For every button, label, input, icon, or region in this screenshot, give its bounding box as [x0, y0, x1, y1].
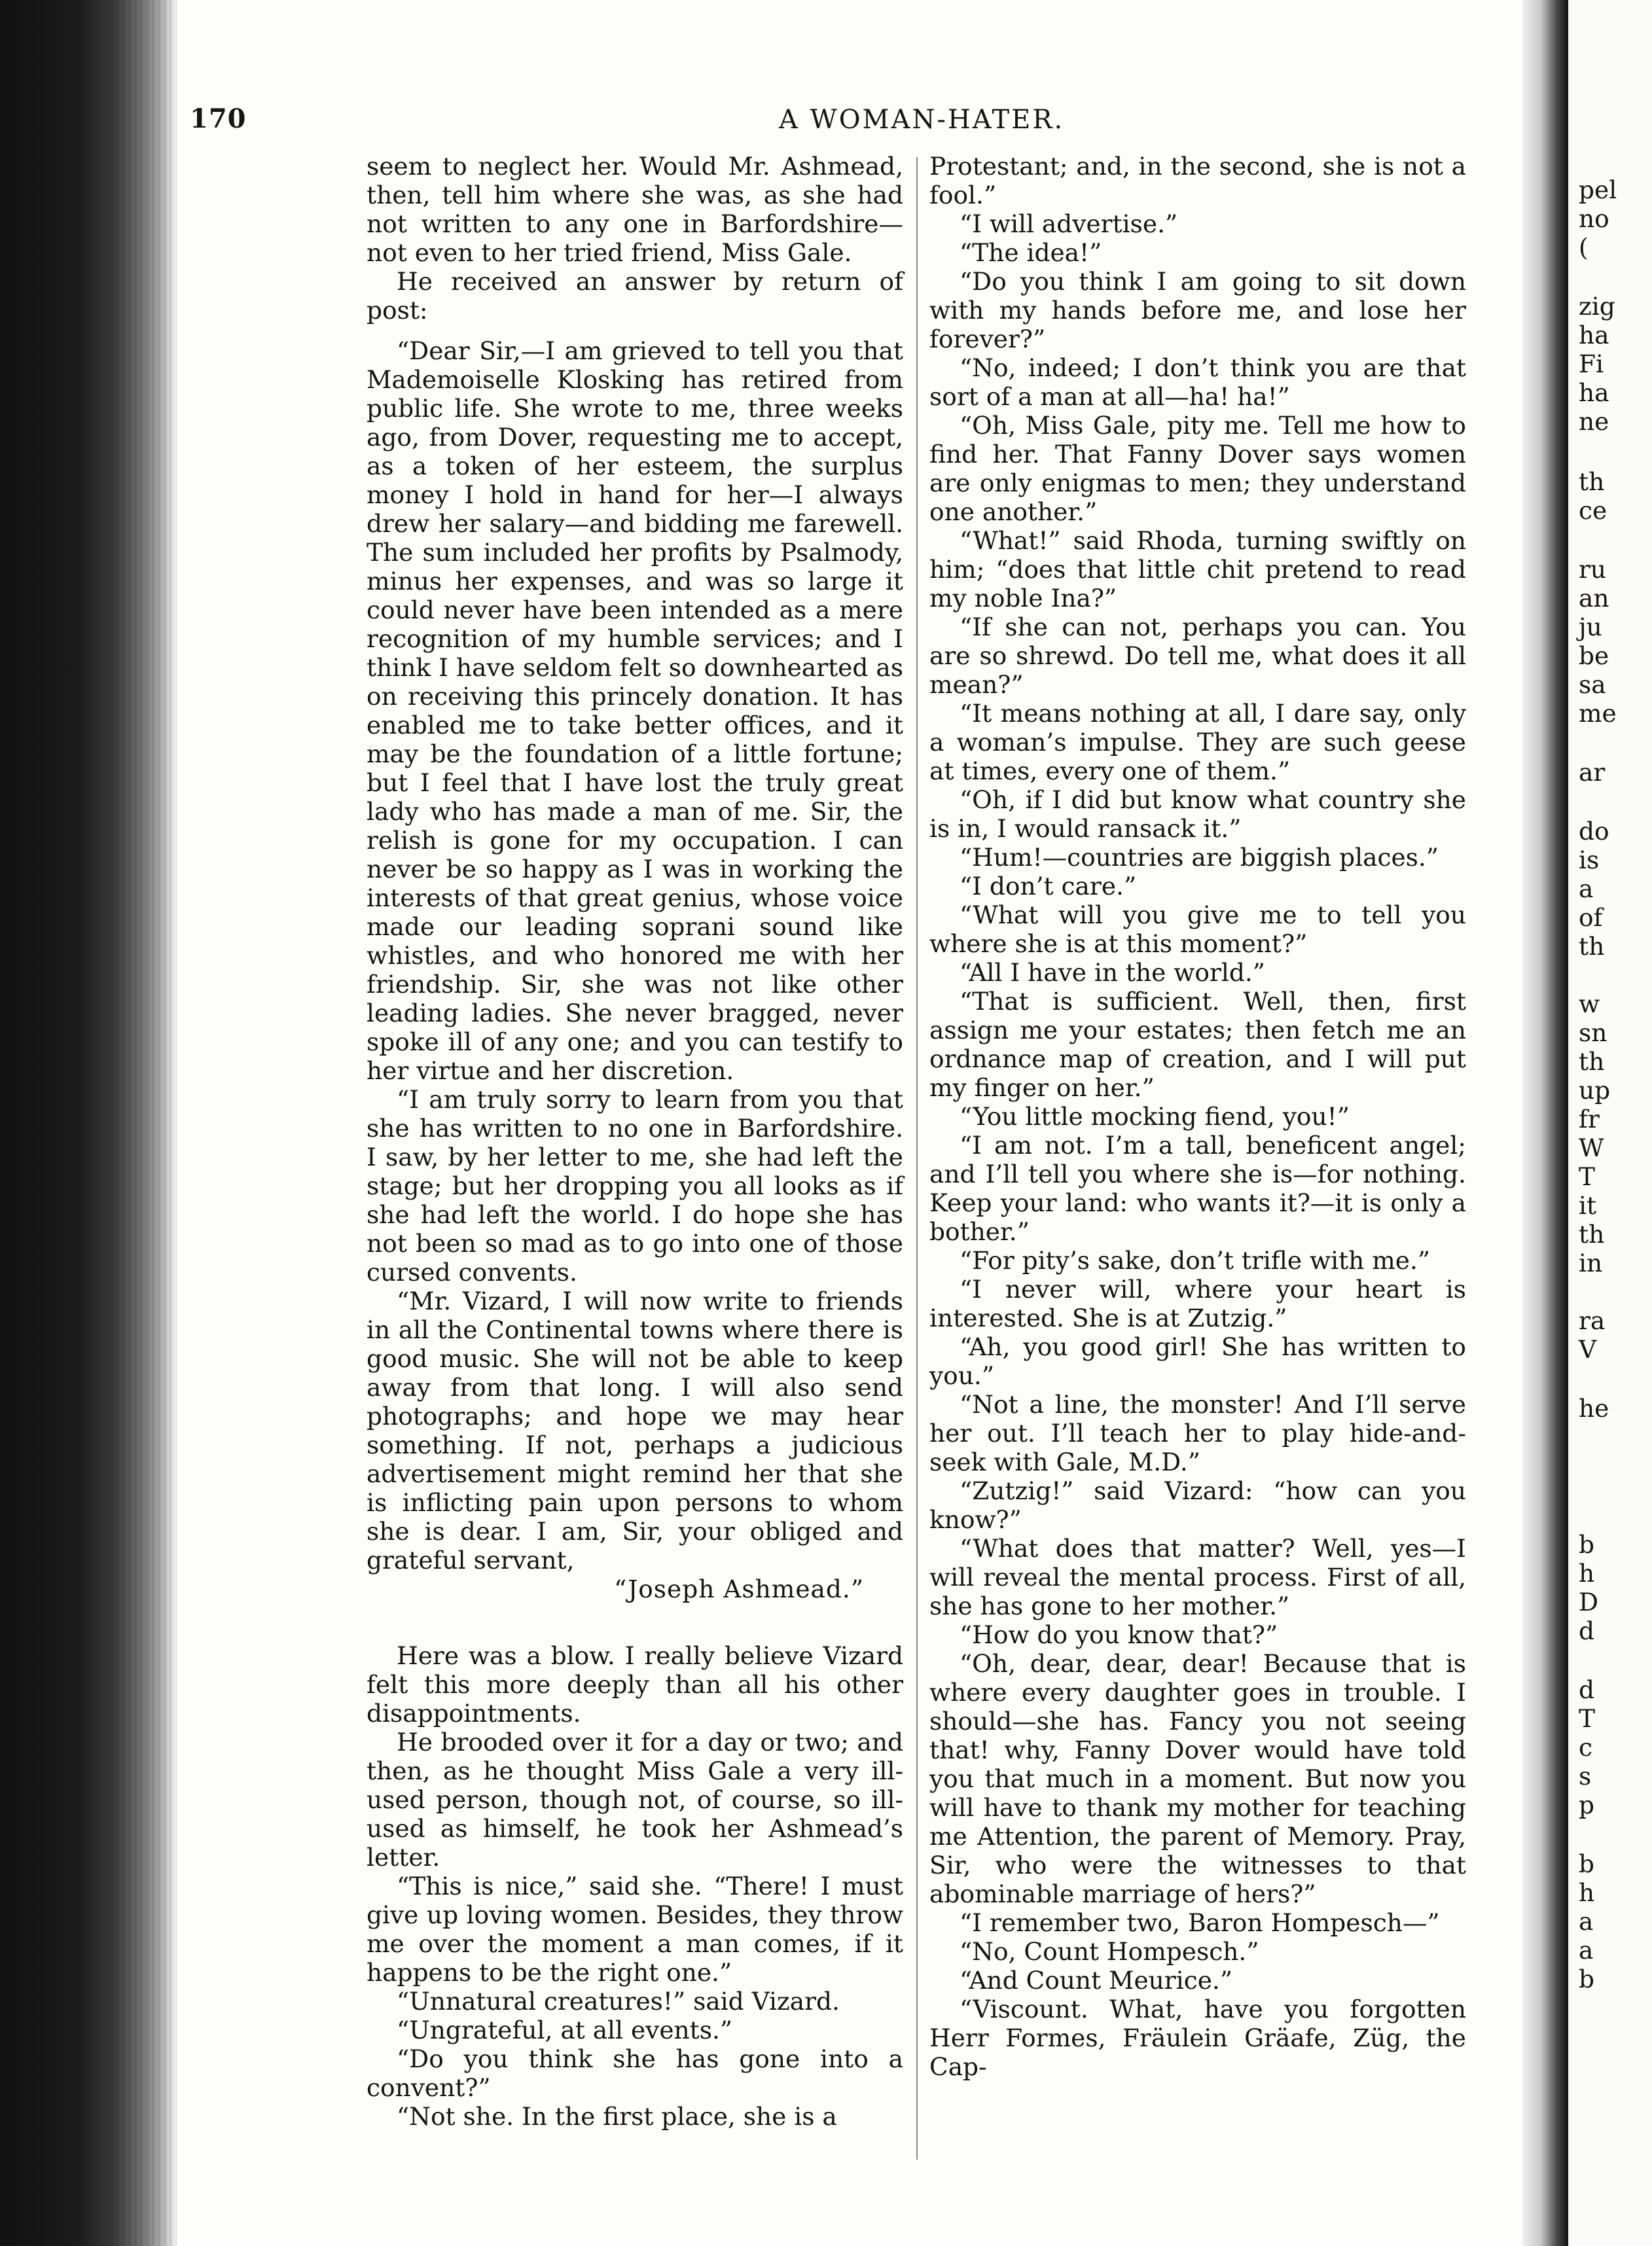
next-page-fragment: ce	[1579, 496, 1607, 525]
book-gutter	[1522, 0, 1568, 2246]
paragraph: “How do you know that?”	[960, 1620, 1278, 1649]
left-column	[367, 152, 903, 2131]
next-page-fragment: ru	[1579, 555, 1607, 584]
next-page-fragment: zig	[1579, 292, 1615, 321]
paragraph: “No, Count Hompesch.”	[960, 1937, 1259, 1966]
paragraph: “I will advertise.”	[960, 209, 1178, 238]
paragraph: “It means nothing at all, I dare say, only a woman’s impulse. They are such geese at times, every one of them.”	[929, 699, 1466, 785]
next-page-fragment: it	[1579, 1191, 1597, 1220]
next-page-fragment: he	[1579, 1394, 1609, 1423]
paragraph: seem to neglect her. Would Mr. Ashmead, then, tell him where she was, as she had not written to any one in Barfordshire—not even to her tried friend, Miss Gale.	[367, 152, 903, 267]
paragraph: “That is sufficient. Well, then, first assign me your estates; then fetch me an ordnance map of creation, and I will put my finger on her.”	[929, 987, 1466, 1102]
next-page-fragment: of	[1579, 903, 1603, 932]
next-page-fragment: D	[1579, 1588, 1599, 1616]
paragraph: “No, indeed; I don’t think you are that sort of a man at all—ha! ha!”	[929, 353, 1466, 411]
next-page-fragment: do	[1579, 817, 1609, 846]
next-page-fragment: is	[1579, 846, 1600, 874]
next-page-fragment: fr	[1579, 1105, 1600, 1133]
paragraph: “Zutzig!” said Vizard: “how can you know?”	[929, 1476, 1466, 1534]
next-page-fragment: w	[1579, 989, 1600, 1018]
next-page-fragment: Fi	[1579, 349, 1604, 378]
next-page-fragment: s	[1579, 1762, 1592, 1791]
paragraph: “Do you think she has gone into a convent?”	[367, 2044, 903, 2102]
next-page-fragment: b	[1579, 1965, 1595, 1993]
paragraph: He brooded over it for a day or two; and then, as he thought Miss Gale a very ill-used person, though not, of course, so ill-used as himself, he took her Ashmead’s letter.	[367, 1728, 903, 1872]
paragraph: “Oh, dear, dear, dear! Because that is where every daughter goes in trouble. I should—she has. Fancy you not seeing that! why, Fanny Dover would have told you that much in a moment. But now you will have to thank my mother for teaching me Attention, the parent of Memory. Pray, Sir, who were the witnesses to that abominable marriage of hers?”	[929, 1649, 1466, 1908]
running-title: A WOMAN-HATER.	[779, 105, 1065, 135]
paragraph: “I remember two, Baron Hompesch—”	[960, 1908, 1440, 1937]
next-page-fragment: V	[1579, 1335, 1597, 1364]
paragraph: “The idea!”	[960, 238, 1102, 267]
paragraph: “All I have in the world.”	[960, 958, 1265, 987]
next-page-fragment: th	[1579, 932, 1605, 961]
next-page-fragment: sa	[1579, 670, 1606, 699]
paragraph: He received an answer by return of post:	[367, 267, 903, 325]
next-page-fragment: d	[1579, 1616, 1595, 1645]
next-page-fragment: th	[1579, 1047, 1605, 1076]
next-page-fragment: th	[1579, 1220, 1605, 1249]
next-page-fragment: a	[1579, 874, 1594, 903]
paragraph: “Ah, you good girl! She has written to you.”	[929, 1332, 1466, 1390]
paragraph: “Do you think I am going to sit down with my hands before me, and lose her forever?”	[929, 267, 1466, 353]
next-page-fragment: T	[1579, 1162, 1596, 1191]
paragraph: “Viscount. What, have you forgotten Herr Formes, Fräulein Gräafe, Züg, the Cap-	[929, 1995, 1466, 2081]
column-rule	[916, 157, 918, 2160]
letter-signature: “Joseph Ashmead.”	[614, 1575, 864, 1603]
next-page-fragment: d	[1579, 1675, 1595, 1704]
letter-paragraph: “I am truly sorry to learn from you that she has written to no one in Barfordshire. I saw, by her letter to me, she had left the stage; but her dropping you all looks as if she had left the world. I do hope she has not been so mad as to go into one of those cursed convents.	[367, 1085, 903, 1287]
next-page-fragment: up	[1579, 1076, 1611, 1105]
next-page-fragment: ne	[1579, 407, 1609, 436]
paragraph: Protestant; and, in the second, she is not a fool.”	[929, 152, 1466, 209]
next-page-fragment: ar	[1579, 758, 1606, 787]
next-page-fragment: sn	[1579, 1018, 1607, 1047]
next-page-fragment: no	[1579, 204, 1609, 233]
letter-paragraph: “Dear Sir,—I am grieved to tell you that Mademoiselle Klosking has retired from public life. She wrote to me, three weeks ago, from Dover, requesting me to accept, as a token of her esteem, the surplus money I hold in hand for her—I always drew her salary—and bidding me farewell. The sum included her profits by Psalmody, minus her expenses, and was so large it could never have been intended as a mere recognition of my humble services; and I think I have seldom felt so downhearted as on receiving this princely donation. It has enabled me to take better offices, and it may be the foundation of a little fortune; but I feel that I have lost the truly great lady who has made a man of me. Sir, the relish is gone for my occupation. I can never be so happy as I was in working the interests of that great genius, whose voice made our leading soprani sound like whistles, and who honored me with her friendship. Sir, she was not like other leading ladies. She never bragged, never spoke ill of any one; and you can testify to her virtue and her discretion.	[367, 336, 903, 1085]
next-page-fragment: c	[1579, 1733, 1593, 1762]
next-page-fragment: p	[1579, 1791, 1595, 1819]
paragraph: “What!” said Rhoda, turning swiftly on him; “does that little chit pretend to read my noble Ina?”	[929, 526, 1466, 613]
next-page-fragment: ra	[1579, 1306, 1606, 1335]
paragraph: “For pity’s sake, don’t trifle with me.”	[960, 1246, 1431, 1275]
next-page-fragment: pel	[1579, 175, 1617, 204]
next-page-fragment: a	[1579, 1907, 1594, 1936]
running-head	[190, 103, 1486, 149]
next-page-fragment: b	[1579, 1530, 1595, 1559]
paragraph: “I am not. I’m a tall, beneficent angel; and I’ll tell you where she is—for nothing. Keep your land: who wants it?—it is only a bother.”	[929, 1131, 1466, 1246]
paragraph: “Not a line, the monster! And I’ll serve her out. I’ll teach her to play hide-and-seek with Gale, M.D.”	[929, 1390, 1466, 1476]
letter-paragraph: “Mr. Vizard, I will now write to friends in all the Continental towns where there is good music. She will not be able to keep away from that long. I will also send photographs; and hope we may hear something. If not, perhaps a judicious advertisement might remind her that she is inflicting pain upon persons to whom she is dear. I am, Sir, your obliged and grateful servant,	[367, 1287, 903, 1575]
next-page-fragment: an	[1579, 584, 1609, 613]
paragraph: “Unnatural creatures!” said Vizard.	[397, 1987, 840, 2016]
next-page-fragment: W	[1579, 1133, 1604, 1162]
next-page-fragment: ju	[1579, 613, 1602, 641]
next-page-fragment: ha	[1579, 378, 1609, 407]
next-page-fragment: me	[1579, 699, 1617, 728]
page-number: 170	[190, 103, 247, 134]
paragraph: “What will you give me to tell you where she is at this moment?”	[929, 900, 1466, 958]
page-edge-lines	[111, 0, 177, 2246]
paragraph: “What does that matter? Well, yes—I will reveal the mental process. First of all, she has gone to her mother.”	[929, 1534, 1466, 1620]
paragraph: “And Count Meurice.”	[960, 1966, 1233, 1995]
paragraph: “Ungrateful, at all events.”	[397, 2016, 733, 2044]
next-page-fragment: in	[1579, 1249, 1603, 1277]
next-page-fragment: a	[1579, 1936, 1594, 1965]
paragraph: “Hum!—countries are biggish places.”	[960, 843, 1439, 872]
book-spine-edge	[0, 0, 177, 2246]
next-page-fragment: T	[1579, 1704, 1596, 1733]
paragraph: “I never will, where your heart is interested. She is at Zutzig.”	[929, 1275, 1466, 1332]
paragraph: “Not she. In the first place, she is a	[397, 2102, 837, 2131]
next-page-fragment: (	[1579, 233, 1589, 262]
next-page-fragment: be	[1579, 641, 1609, 670]
next-page-fragment: b	[1579, 1849, 1595, 1878]
paragraph: “This is nice,” said she. “There! I must give up loving women. Besides, they throw me over the moment a man comes, if it happens to be the right one.”	[367, 1872, 903, 1987]
paragraph: “Oh, Miss Gale, pity me. Tell me how to find her. That Fanny Dover says women are only enigmas to men; they understand one another.”	[929, 411, 1466, 526]
paragraph: Here was a blow. I really believe Vizard felt this more deeply than all his other disappointments.	[367, 1641, 903, 1728]
next-page-fragment: th	[1579, 467, 1605, 496]
paragraph: “I don’t care.”	[960, 872, 1137, 900]
right-column	[929, 152, 1466, 2081]
next-page-fragment: h	[1579, 1559, 1595, 1588]
paragraph: “If she can not, perhaps you can. You are so shrewd. Do tell me, what does it all mean?”	[929, 613, 1466, 699]
paragraph: “Oh, if I did but know what country she is in, I would ransack it.”	[929, 785, 1466, 843]
next-page-fragment: ha	[1579, 321, 1609, 349]
paragraph: “You little mocking fiend, you!”	[960, 1102, 1350, 1131]
next-page-fragment: h	[1579, 1878, 1595, 1907]
next-page-edge	[1568, 0, 1652, 2246]
